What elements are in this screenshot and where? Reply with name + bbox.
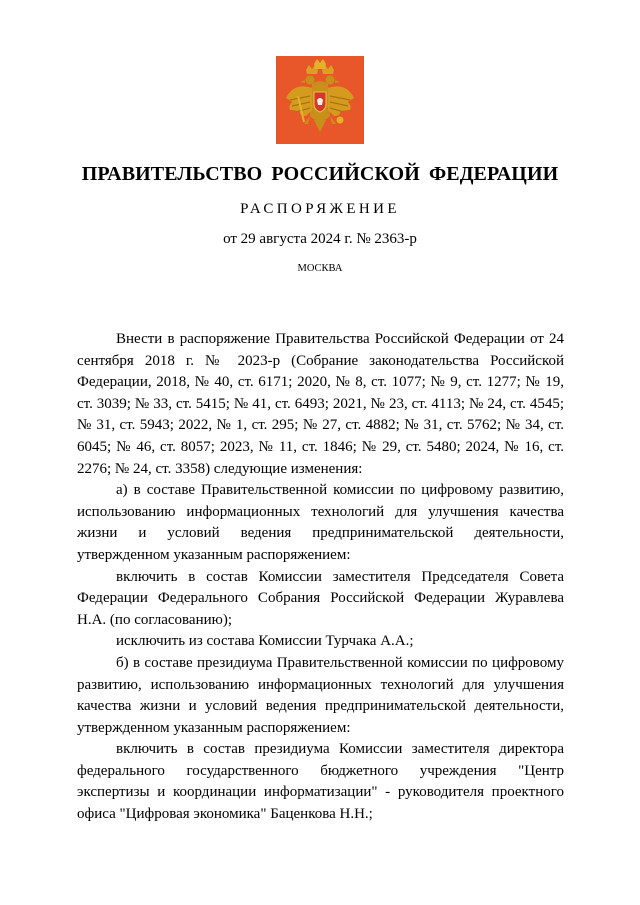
russian-coat-of-arms-icon — [276, 56, 364, 144]
document-type: РАСПОРЯЖЕНИЕ — [240, 201, 400, 217]
paragraph-item-b: б) в составе президиума Правительственной комиссии по цифровому развитию, использованию информационных технологий для улучшения качества жизни и условий ведения предпринимательской деятельности, утвержденном указанным распоряжением: — [77, 654, 564, 736]
paragraph-include-zhuravlev: включить в состав Комиссии заместителя Председателя Совета Федерации Федерального Собрания Российской Федерации Журавлева Н.А. (по согласованию); — [77, 568, 564, 628]
paragraph-exclude-turchak: исключить из состава Комиссии Турчака А.А.; — [116, 633, 414, 650]
paragraph-intro: Внести в распоряжение Правительства Российской Федерации от 24 сентября 2018 г. № 2023-р (Собрание законодательства Российской Федерации, 2018, № 40, ст. 6171; 2020, № 8, ст. 1077; № 9, ст. 1277; № 19, ст. 3039; № 33, ст. 5415; № 41, ст. 6493; 2021, № 23, ст. 4113; № 24, ст. 4545; № 31, ст. 5943; 2022, № 1, ст. 295; № 27, ст. 4882; № 31, ст. 5762; № 34, ст. 6045; № 46, ст. 8057; 2023, № 11, ст. 1846; № 29, ст. 5480; 2024, № 16, ст. 2276; № 24, ст. 3358) следующие изменения: — [77, 331, 564, 477]
document-body — [77, 329, 564, 826]
document-city: МОСКВА — [297, 263, 343, 274]
paragraph-include-batsenkov: включить в состав президиума Комиссии заместителя директора федерального государственного бюджетного учреждения "Центр экспертизы и координации информатизации" - руководителя проектного офиса "Цифровая экономика" Баценкова Н.Н.; — [77, 741, 564, 823]
paragraph-item-a: а) в составе Правительственной комиссии по цифровому развитию, использованию информационных технологий для улучшения качества жизни и условий ведения предпринимательской деятельности, утвержденном указанным распоряжением: — [77, 482, 564, 563]
government-title: ПРАВИТЕЛЬСТВО РОССИЙСКОЙ ФЕДЕРАЦИИ — [81, 163, 559, 185]
document-date-number: от 29 августа 2024 г. № 2363-р — [223, 231, 417, 247]
